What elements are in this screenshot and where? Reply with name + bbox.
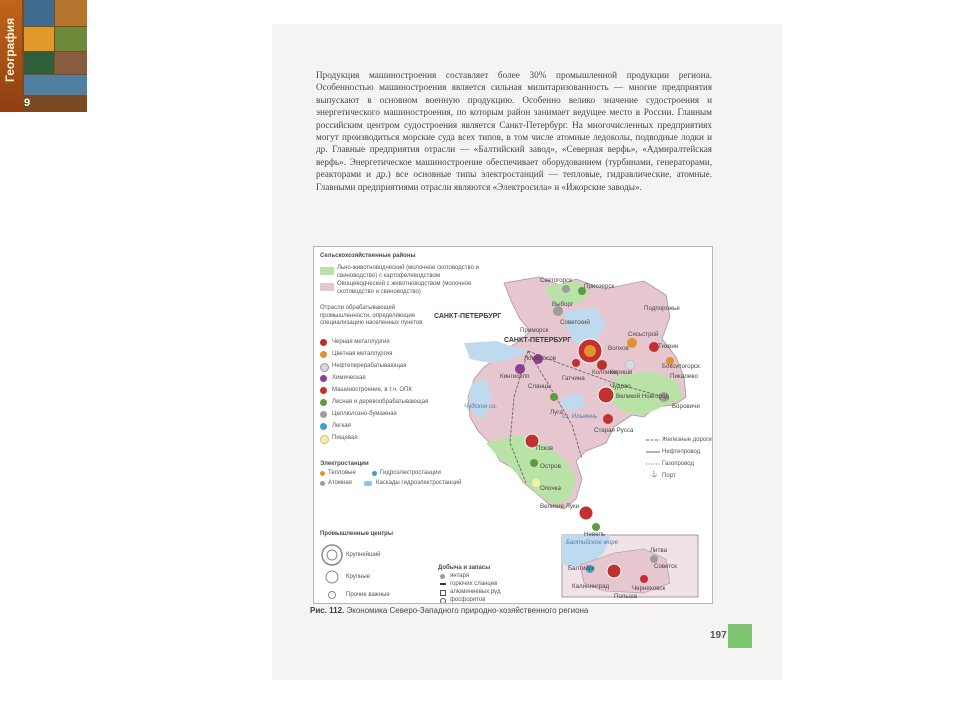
city-label: Балтийск [568,565,595,572]
page-number: 197 [710,630,727,641]
textbook-page [272,24,782,680]
city-label: Чудово [610,383,631,390]
city-label: Сясьстрой [628,331,659,338]
figure-caption [310,606,588,615]
legend-mining-phosphorite: фосфоритов [450,597,486,603]
legend-power-hydro: Гидроэлектростанции [380,470,441,476]
legend-industry-light: Легкая [332,423,351,429]
legend-industry-paper: Целлюлозно-бумажная [332,411,397,417]
city-label: Луга [550,409,563,416]
legend-centers-title: Промышленные центры [320,531,393,537]
cover-title: География [3,17,17,83]
city-label: Черняховск [632,585,666,592]
legend-mining-shale: горючих сланцев [450,581,498,587]
cover-photo-ship [24,0,54,26]
legend-center-large-label: Крупные [346,574,370,580]
legend-mining-bauxite-icon [440,590,446,596]
anchor-icon: ⚓ [650,472,658,478]
legend-dot-paper [320,411,327,418]
legend-power-cascade: Каскады гидроэлектростанций [376,480,462,486]
legend-industry-ferrous: Черная металлургия [332,339,390,345]
legend-transport-port: Порт [662,473,676,479]
center-sovetsk [650,555,658,563]
city-label: Подпорожье [644,305,680,312]
legend-dot-cascade [364,481,372,486]
center-opochka [532,479,540,487]
legend-center-other-label: Прочие важные [346,592,390,598]
sea-label: Балтийское море [566,539,619,546]
center-nevel [592,523,600,531]
city-label: Выборг [552,301,574,308]
city-label: Советский [560,319,590,326]
legend-agri-title: Сельскохозяйственные районы [320,253,416,259]
legend-dot-hydro [372,471,377,476]
legend-dot-oil [320,363,329,372]
lake-chudskoye-label: Чудское оз. [464,403,498,410]
legend-dot-nuclear [320,481,325,486]
city-label: Колпино [592,369,617,376]
legend-center-largest [322,545,342,565]
city-label: Старая Русса [594,427,634,434]
city-label: Советск [654,563,677,570]
legend-industry-forest: Лесная и деревообрабатывающая [332,399,429,405]
city-label: Приозерск [584,283,615,290]
cover-photo-forest [24,52,54,74]
body-paragraph: Продукция машиностроения составляет более 30% промышленной продукции региона. Особенностью машиностроения является сильная милитаризованность — многие предприятия выпускают в основном военную продукцию. Особенно велико значение судостроения и энергетического машиностроения, по которым район занимает ведущее место в России. Главным российским центром судостроения является Санкт-Петербург. На многочисленных предприятиях могут производиться морские суда всех типов, в том числе атомные ледоколы, подводные лодки и др. Главные предприятия отрасли — «Балтийский завод», «Северная верфь», «Адмиралтейская верфь». Энергетическое машиностроение обеспечивает оборудованием (турбинами, генераторами, реакторами и др.) все основные типы электростанций — тепловые, гидравлические, атомные. Главными предприятиями отрасли являются «Электросила» и «Ижорские заводы». [316,70,712,192]
legend-transport-railway: Железные дороги [662,437,712,443]
cover-photo-sunset [24,27,54,51]
legend-dot-machine [320,387,327,394]
city-label: Остров [540,463,561,470]
center-velikie-luki [579,506,593,520]
cover-photo-field [55,27,87,51]
center-staraya-russa [603,414,613,424]
city-label: Великие Луки [540,503,580,510]
center-chernyakhovsk [640,575,648,583]
legend-industry-food: Пищевая [332,435,358,441]
city-label: Бокситогорск [662,363,700,370]
legend-dot-nonferrous [320,351,327,358]
legend-dot-thermal [320,471,325,476]
city-spb-label: САНКТ-ПЕТЕРБУРГ [504,337,572,344]
book-cover-thumbnail[interactable] [0,0,87,112]
legend-transport-oilpipe: Нефтепровод [662,449,701,455]
legend-power-title: Электростанции [320,461,369,467]
city-label: Боровичи [672,403,700,410]
city-label: Опочка [540,485,561,492]
city-label: Светогорск [540,277,572,284]
legend-dot-forest [320,399,327,406]
center-kaliningrad [607,564,621,578]
legend-agri-flax: Льно-животноводческий (молочное скотоводство и свиноводство) с картофелеводством [337,265,479,279]
legend-dot-chemical [320,375,327,382]
city-label: Кингисепп [500,373,530,380]
center-ostrov [530,459,538,467]
city-label: Ломоносов [524,355,556,362]
page-tab-marker [728,624,752,648]
city-label: Пикалево [670,373,698,380]
legend-industry-nonferrous: Цветная металлургия [332,351,393,357]
legend-industry-machine: Машиностроение, в т.ч. ОПК [332,387,412,393]
city-label: Волхов [608,345,629,352]
legend-mining-bauxite: алюминиевых руд [450,589,501,595]
center-luga [550,393,558,401]
legend-center-largest-label: Крупнейший [346,552,381,558]
legend-center-large [326,571,338,583]
city-label: Гатчина [562,375,585,382]
legend-mining-shale-icon [440,583,446,585]
legend-power-nuclear: Атомная [328,480,352,486]
legend-mining-title: Добыча и запасы [438,565,491,571]
legend-mining-amber: янтаря [450,573,470,579]
cover-grade: 9 [24,97,31,109]
legend-mining-amber-icon [440,574,445,579]
city-label: Сланцы [528,383,551,390]
legend-mining-phosphorite-icon [440,598,446,604]
legend-industry-chemical: Химическая [332,375,366,381]
legend-swatch-flax [320,267,334,275]
legend-power-thermal: Тепловые [328,470,356,476]
legend-dot-ferrous [320,339,327,346]
city-label: Великий Новгород [616,393,669,400]
legend-transport-gaspipe: Газопровод [662,461,694,467]
city-label: Псков [536,445,554,452]
legend-spb-sample: САНКТ-ПЕТЕРБУРГ [434,313,502,320]
legend-industry-oil: Нефтеперерабатывающая [332,363,407,369]
lake-ilmen-label: оз. Ильмень [562,413,598,420]
cover-photo-factory [55,52,87,74]
cover-photo-river [24,75,87,95]
city-label: Тихвин [658,343,679,350]
legend-industry-title: Отрасли обрабатывающей промышленности, определяющие специализацию населенных пунктов [320,305,423,326]
city-label: Калининград [572,583,610,590]
caption-text: Экономика Северо-Западного природно-хозяйственного региона [346,606,589,615]
legend-dot-light [320,423,327,430]
legend-agri-veg: Овощеводческий с животноводством (молочное скотоводство и свиноводство) [337,281,472,295]
legend-swatch-veg [320,283,334,291]
center-svetogorsk [562,285,570,293]
city-label: Невель [584,531,606,538]
center-gatchina [572,359,580,367]
city-label: Приморск [520,327,549,334]
cover-photo-city [55,0,87,26]
caption-label: Рис. 112. [310,606,345,615]
legend-center-other [329,592,336,599]
city-label: Литва [650,547,668,554]
economic-map [313,246,713,604]
city-label: Кириши [610,369,633,376]
city-label: Польша [614,593,637,600]
legend-dot-food [320,435,329,444]
